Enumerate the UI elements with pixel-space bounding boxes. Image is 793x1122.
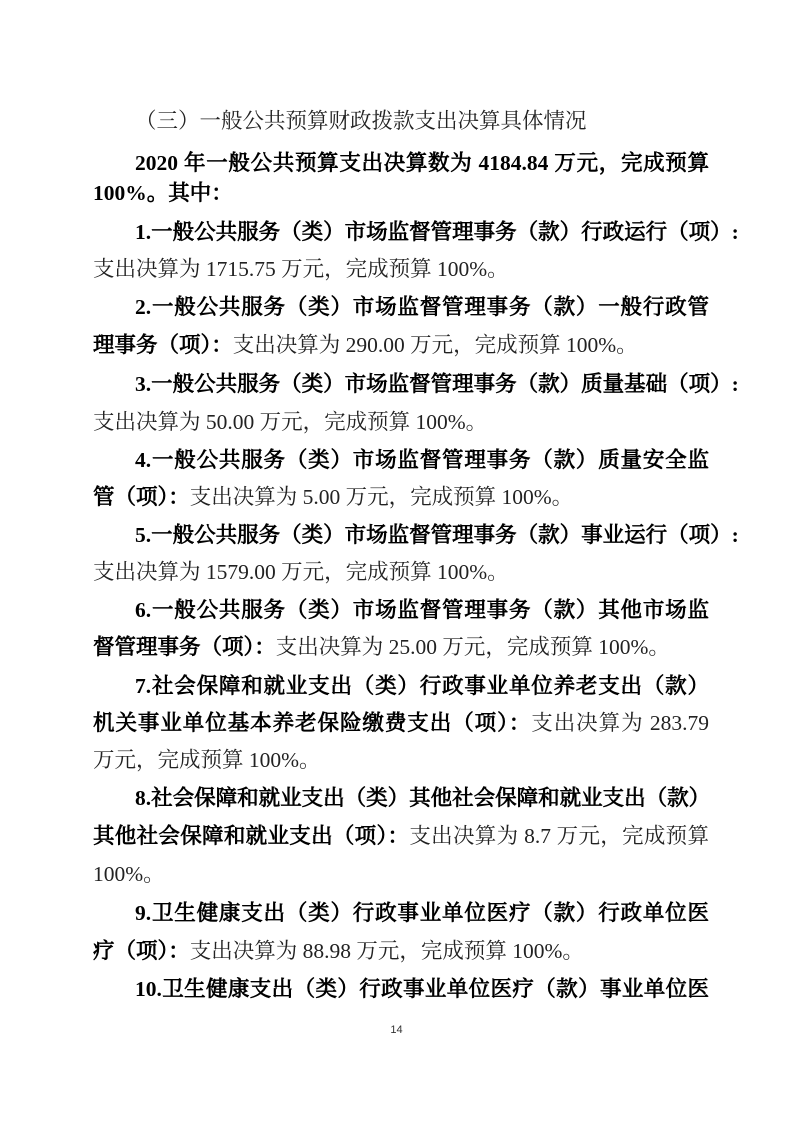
text-line [93,861,709,887]
text-line [93,710,709,736]
regular-text: 支出决算为 8.7 万元，完成预算 [409,824,709,848]
bold-text: 5.一般公共服务（类）市场监督管理事务（款）事业运行（项）: [135,523,739,547]
regular-text: 支出决算为 25.00 万元，完成预算 100%。 [275,635,670,659]
bold-text: 疗（项）： [93,939,190,963]
text-line [135,447,709,473]
text-line [135,108,709,134]
text-line [135,900,709,926]
text-line [135,785,709,811]
text-line [93,634,709,660]
regular-text: 支出决算为 5.00 万元，完成预算 100%。 [189,485,574,509]
text-line [93,938,709,964]
text-line [93,180,709,206]
bold-text: 100%。其中： [93,181,233,205]
bold-text: 1.一般公共服务（类）市场监督管理事务（款）行政运行（项）: [135,220,739,244]
text-line [93,747,709,773]
page-number: 14 [390,1024,403,1036]
text-line [93,332,709,358]
text-line [135,976,709,1002]
bold-text: 10.卫生健康支出（类）行政事业单位医疗（款）事业单位医 [135,977,709,1001]
text-line [135,294,709,320]
regular-text: 支出决算为 1715.75 万元，完成预算 100%。 [93,257,509,281]
bold-text: 管（项）： [93,485,190,509]
regular-text: 100%。 [93,862,165,886]
regular-text: 支出决算为 88.98 万元，完成预算 100%。 [189,939,584,963]
text-line [93,823,709,849]
text-line [93,559,709,585]
text-line [135,371,739,397]
bold-text: 9.卫生健康支出（类）行政事业单位医疗（款）行政单位医 [135,901,709,925]
bold-text: 机关事业单位基本养老保险缴费支出（项）： [93,711,532,735]
text-line [93,484,709,510]
bold-text: 7.社会保障和就业支出（类）行政事业单位养老支出（款） [135,674,709,698]
bold-text: 2.一般公共服务（类）市场监督管理事务（款）一般行政管 [135,295,709,319]
regular-text: （三）一般公共预算财政拨款支出决算具体情况 [135,109,587,133]
text-line [135,673,709,699]
text-line [135,219,739,245]
bold-text: 3.一般公共服务（类）市场监督管理事务（款）质量基础（项）: [135,372,739,396]
regular-text: 支出决算为 283.79 [531,711,709,735]
text-line [135,150,709,176]
bold-text: 2020 年一般公共预算支出决算数为 4184.84 万元，完成预算 [135,151,709,175]
text-line [135,597,709,623]
bold-text: 4.一般公共服务（类）市场监督管理事务（款）质量安全监 [135,448,709,472]
regular-text: 万元，完成预算 100%。 [93,748,321,772]
bold-text: 6.一般公共服务（类）市场监督管理事务（款）其他市场监 [135,598,709,622]
text-line [93,256,709,282]
regular-text: 支出决算为 50.00 万元，完成预算 100%。 [93,410,488,434]
text-line [135,522,739,548]
bold-text: 8.社会保障和就业支出（类）其他社会保障和就业支出（款） [135,786,711,810]
bold-text: 督管理事务（项）： [93,635,276,659]
regular-text: 支出决算为 290.00 万元，完成预算 100%。 [232,333,638,357]
regular-text: 支出决算为 1579.00 万元，完成预算 100%。 [93,560,509,584]
bold-text: 其他社会保障和就业支出（项）： [93,824,410,848]
text-line [93,409,709,435]
bold-text: 理事务（项）： [93,333,233,357]
